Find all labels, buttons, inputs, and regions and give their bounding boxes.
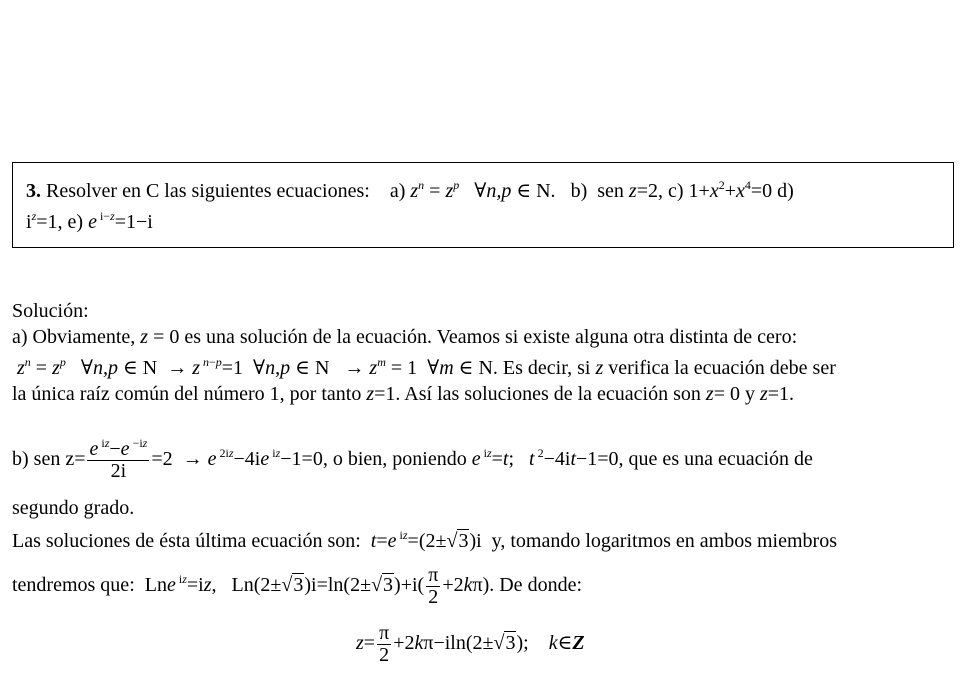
part-b-label: b): [570, 180, 588, 202]
solution-b-line-1: [12, 436, 813, 482]
solution-b-line-4-suffix: +2kπ). De donde:: [442, 574, 582, 597]
sen-fraction-numerator: e $^{iz}$−e $^{-iz}$: [89, 436, 148, 460]
pi-over-2-fraction: [426, 565, 440, 608]
part-c-label: c): [667, 180, 684, 202]
final-suffix: +2kπ−iln(2±√3); k∈Z: [393, 632, 585, 655]
solution-b-rest: =2 → e $^{2iz}$−4ie $^{iz}$−1=0, o bien, poniendo e $^{iz}$=t; t $^2$−4it−1=0, que es una ecuación de: [151, 446, 813, 471]
final-prefix: z=: [356, 632, 376, 655]
solution-b-line-4: [12, 565, 582, 608]
problem-number: 3.: [26, 180, 41, 202]
pi-numerator: π: [428, 564, 439, 586]
problem-statement-box: [12, 162, 954, 248]
solution-b-line-3: Las soluciones de ésta última ecuación son: t=e $^{iz}$=(2±√3)i y, tomando logaritmos en ambos miembros: [12, 528, 837, 552]
final-pi-over-2-fraction: [377, 623, 391, 666]
part-e-equation: e $^{i-z}$=1−i: [88, 209, 153, 233]
final-pi-denominator: 2: [379, 644, 390, 666]
solution-a-line-1: a) Obviamente, z = 0 es una solución de la ecuación. Veamos si existe alguna otra distinta de cero:: [12, 326, 798, 348]
solution-b-line-2: segundo grado.: [12, 497, 135, 519]
sen-fraction-denominator: 2i: [110, 460, 127, 482]
pi-denominator: 2: [428, 586, 439, 608]
part-e-label: e): [67, 211, 84, 233]
sen-fraction: [87, 436, 149, 482]
final-pi-numerator: π: [379, 622, 390, 644]
solution-b-line-4-prefix: tendremos que: Lne $^{iz}$=iz, Ln(2±√3)i=ln(2±√3)+i(: [12, 572, 425, 597]
part-a-equation: $z^n = z^p$ ∀n,p ∈ N.: [410, 178, 556, 202]
solution-a-line-2: $z^n = z^p$ ∀n,p ∈ N → z $^{n-p}$=1 ∀n,p ∈ $N \to z^m = 1$ ∀m ∈ N. Es decir, si z verifica la ecuación debe ser: [17, 355, 836, 379]
part-c-equation: $1+x^2+x^4=0$: [688, 178, 773, 202]
part-a-label: a): [389, 180, 406, 202]
solution-a-line-3: la única raíz común del número 1, por tanto z=1. Así las soluciones de la ecuación son z= 0 y z=1.: [12, 383, 795, 405]
problem-intro: Resolver en C las siguientes ecuaciones:: [46, 180, 370, 202]
final-solution-formula: [356, 623, 585, 666]
solution-heading: Solución:: [12, 300, 89, 322]
part-d-equation: $i^z=1$,: [26, 209, 63, 233]
part-d-label: d): [777, 180, 794, 202]
part-b-equation: sen z=2,: [597, 180, 663, 202]
solution-b-prefix: b) sen z=: [12, 448, 86, 471]
